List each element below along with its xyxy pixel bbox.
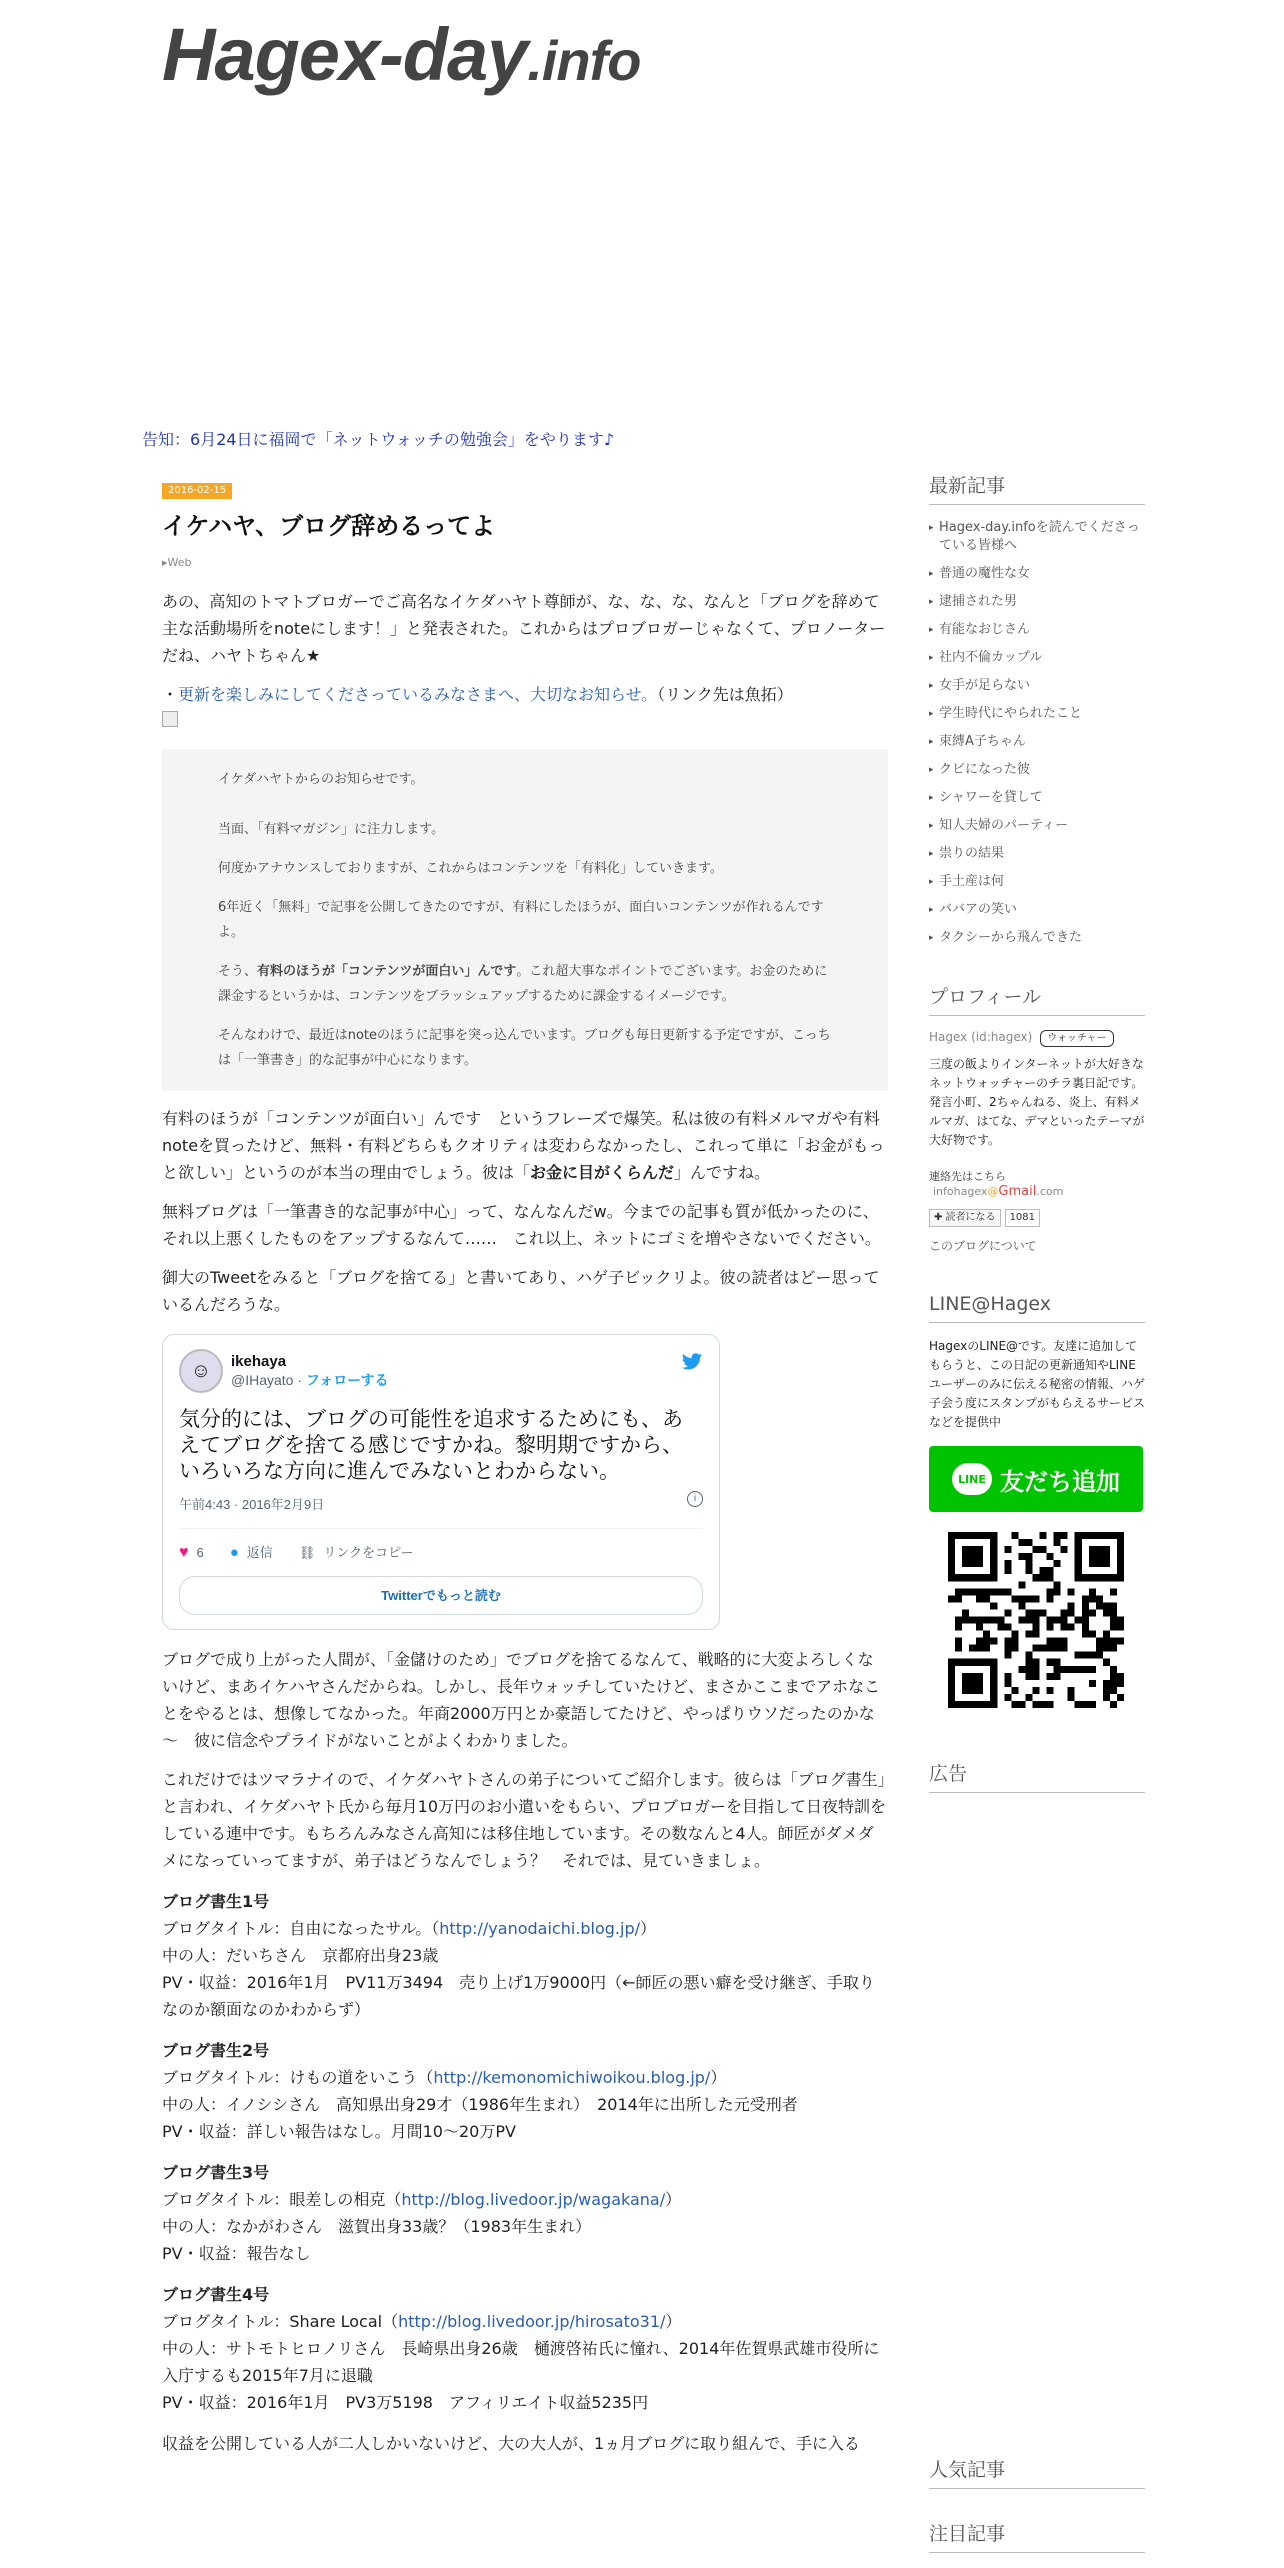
quote-line: そんなわけで、最近はnoteのほうに記事を突っ込んでいます。ブログも毎日更新する予定ですが、こっちは「一筆書き」的な記事が中心になります。: [218, 1028, 831, 1068]
bold-text: お金に目がくらんだ: [530, 1163, 675, 1182]
paragraph: [162, 1105, 888, 1186]
profile-title: プロフィール: [929, 985, 1145, 1016]
student-pv: PV・収益：報告なし: [162, 2244, 311, 2263]
paragraph: 無料ブログは「一筆書き的な記事が中心」って、なんなんだw。今までの記事も質が低かったのに、それ以上悪くしたものをアップするなんて…… これ以上、ネットにゴミを増やさないでください。: [162, 1202, 881, 1248]
text: ）: [665, 2312, 682, 2331]
recent-post-item[interactable]: [929, 817, 1145, 835]
recent-post-link[interactable]: 手土産は何: [939, 874, 1005, 889]
recent-post-item[interactable]: [929, 519, 1145, 555]
email-user: infohagex: [933, 1185, 988, 1198]
recent-post-item[interactable]: [929, 733, 1145, 751]
twitter-bird-icon[interactable]: [681, 1351, 703, 1373]
student-person: 中の人：なかがわさん 滋賀出身33歳？（1983年生まれ）: [162, 2217, 592, 2236]
recent-post-item[interactable]: [929, 873, 1145, 891]
recent-post-item[interactable]: [929, 789, 1145, 807]
entry-category-label[interactable]: Web: [167, 556, 192, 569]
avatar[interactable]: ☺: [179, 1349, 223, 1393]
source-link-line: [162, 681, 888, 708]
site-title-suffix: .info: [527, 29, 641, 92]
recent-post-link[interactable]: 学生時代にやられたこと: [939, 706, 1083, 721]
recent-post-link[interactable]: Hagex-day.infoを読んでくださっている皆様へ: [939, 520, 1140, 553]
recent-post-item[interactable]: [929, 761, 1145, 779]
student-blog-link[interactable]: http://kemonomichiwoikou.blog.jp/: [433, 2068, 711, 2087]
recent-post-item[interactable]: [929, 565, 1145, 583]
student-blog-link[interactable]: http://blog.livedoor.jp/hirosato31/: [398, 2312, 666, 2331]
student-pv: PV・収益：2016年1月 PV3万5198 アフィリエイト収益5235円: [162, 2393, 649, 2412]
featured-posts-title: 注目記事: [929, 2522, 1145, 2553]
link-note: （リンク先は魚拓）: [657, 685, 793, 704]
notice-link[interactable]: 6月24日に福岡で「ネットウォッチの勉強会」をやります♪: [190, 430, 615, 449]
source-link[interactable]: 更新を楽しみにしてくださっているみなさまへ、大切なお知らせ。: [178, 685, 658, 704]
embedded-tweet[interactable]: [162, 1334, 720, 1630]
recent-post-link[interactable]: 社内不倫カップル: [939, 650, 1043, 665]
recent-posts-list: [929, 519, 1145, 947]
reply-bubble-icon: ●: [229, 1544, 239, 1561]
quote-block: [162, 749, 888, 1091]
entry-category[interactable]: ▸Web: [162, 556, 192, 569]
copy-link-button[interactable]: [299, 1539, 414, 1566]
tweet-author-name[interactable]: ikehaya: [231, 1353, 287, 1370]
paragraph: 御大のTweetをみると「ブログを捨てる」と書いてあり、ハゲ子ビックリよ。彼の読者はどー思っているんだろうな。: [162, 1268, 880, 1314]
reader-count[interactable]: 1081: [1005, 1209, 1040, 1227]
student-heading: ブログ書生3号: [162, 2163, 270, 2182]
separator: ·: [293, 1372, 306, 1388]
sidebar: [929, 474, 1146, 2545]
profile-description: 三度の飯よりインターネットが大好きなネットウォッチャーのチラ裏日記です。発言小町、2ちゃんねる、炎上、有料メルマガ、はてな、デマといったテーマが大好物です。: [929, 1057, 1145, 1147]
profile-id-row: [929, 1030, 1145, 1047]
entry-title[interactable]: イケハヤ、ブログ辞めるってよ: [162, 512, 496, 540]
like-button[interactable]: [179, 1539, 204, 1566]
tweet-handle[interactable]: @IHayato: [231, 1372, 294, 1388]
recent-post-item[interactable]: [929, 929, 1145, 947]
popular-posts-title: 人気記事: [929, 2458, 1145, 2489]
student-heading: ブログ書生1号: [162, 1892, 270, 1911]
paragraph: これだけではツマラナイので、イケダハヤトさんの弟子についてご紹介します。彼らは「ブログ書生」と言われ、イケダハヤト氏から毎月10万円のお小遣いをもらい、プロブロガーを目指して日夜特訓をしている連中です。もちろんみなさん高知には移住地しています。その数なんと4人。師匠がダメダメになっていってますが、弟子はどうなんでしょう？ それでは、見ていきましょ。: [162, 1770, 887, 1870]
recent-post-link[interactable]: タクシーから飛んできた: [939, 930, 1083, 945]
student-block: [162, 2281, 888, 2416]
copy-link-label: リンクをコピー: [323, 1545, 414, 1560]
tweet-header: [179, 1349, 703, 1393]
student-blog-line: [162, 2064, 888, 2091]
broken-image-icon: [162, 711, 178, 727]
article: [162, 474, 888, 2469]
recent-post-item[interactable]: [929, 705, 1145, 723]
qr-code-image[interactable]: [948, 1532, 1124, 1708]
tweet-date-row: [179, 1491, 703, 1529]
line-title: LINE@Hagex: [929, 1292, 1145, 1323]
quote-line: イケダハヤトからのお知らせです。: [218, 772, 424, 787]
recent-post-link[interactable]: 知人夫婦のパーティー: [939, 818, 1068, 833]
student-blog-line: [162, 2186, 888, 2213]
quote-line: 何度かアナウンスしておりますが、これからはコンテンツを「有料化」していきます。: [218, 861, 723, 876]
quote-text: そう、: [218, 964, 258, 979]
text: 有料のほうが「コンテンツが面白い」んです というフレーズで爆笑。私は彼の有料メルマガや有料noteを買ったけど、無料・有料どちらもクオリティは変わらなかったし、これって単に「お金がもっと欲しい」というのが本当の理由でしょう。彼は「: [162, 1109, 885, 1182]
student-blog-line: [162, 2308, 888, 2335]
reply-label: 返信: [246, 1545, 273, 1560]
bullet: ・: [162, 685, 179, 704]
student-person: 中の人：イノシシさん 高知県出身29才（1986年生まれ） 2014年に出所した元受刑者: [162, 2095, 798, 2114]
contact-label: 連絡先はこちら: [929, 1170, 1006, 1183]
paragraph-intro: あの、高知のトマトブロガーでご高名なイケダハヤト尊師が、な、な、な、なんと「ブログを辞めて主な活動場所をnoteにします！」と発表された。これからはプロブロガーじゃなくて、プロノーターだね、ハヤトちゃん★: [162, 592, 886, 665]
line-add-friend-button[interactable]: [929, 1446, 1143, 1512]
student-blog-link[interactable]: http://yanodaichi.blog.jp/: [439, 1919, 640, 1938]
line-button-label: 友だち追加: [1000, 1467, 1120, 1496]
email-at: @: [987, 1185, 999, 1198]
text: ）: [640, 1919, 657, 1938]
text: ）: [710, 2068, 727, 2087]
recent-post-link[interactable]: 祟りの結果: [939, 846, 1005, 861]
link-icon: ⛓: [298, 1545, 316, 1560]
student-block: [162, 2037, 888, 2145]
student-pv: PV・収益：2016年1月 PV11万3494 売り上げ1万9000円（←師匠の悪い癖を受け継ぎ、手取りなのか額面なのかわからず）: [162, 1973, 875, 2019]
email-tld: .com: [1036, 1185, 1064, 1198]
quote-line: 当面、「有料マガジン」に注力します。: [218, 822, 445, 837]
paragraph: 収益を公開している人が二人しかいないけど、大の大人が、1ヵ月ブログに取り組んで、手に入る: [162, 2434, 860, 2453]
site-title-main: Hagex-day: [162, 13, 528, 96]
recent-post-link[interactable]: クビになった彼: [939, 762, 1031, 777]
recent-post-link[interactable]: 有能なおじさん: [939, 622, 1031, 637]
tweet-actions: [179, 1529, 703, 1576]
gmail-logo: Gmail: [998, 1184, 1037, 1199]
recent-post-item[interactable]: [929, 593, 1145, 611]
student-list: [162, 1888, 888, 2416]
reader-row: [929, 1209, 1145, 1227]
quote-line: [218, 959, 832, 1009]
contact-email: [933, 1184, 1145, 1199]
recent-post-link[interactable]: 逮捕された男: [939, 594, 1018, 609]
student-person: 中の人：サトモトヒロノリさん 長崎県出身26歳 樋渡啓祐氏に憧れ、2014年佐賀県武雄市役所に入庁するも2015年7月に退職: [162, 2339, 880, 2385]
student-person: 中の人：だいちさん 京都府出身23歳: [162, 1946, 439, 1965]
quote-bold: 有料のほうが「コンテンツが面白い」んです: [257, 964, 517, 979]
student-heading: ブログ書生4号: [162, 2285, 270, 2304]
notice-prefix: 告知：: [142, 430, 191, 449]
recent-post-link[interactable]: 普通の魔性な女: [939, 566, 1031, 581]
paragraph: ブログで成り上がった人間が、「金儲けのため」でブログを捨てるなんて、戦略的に大変よろしくないけど、まあイケハヤさんだからね。しかし、長年ウォッチしていたけど、まさかここまでアホなことをやるとは、想像してなかった。年商2000万円とか豪語してたけど、やっぱりウソだったのかな～ 彼に信念やプライドがないことがよくわかりました。: [162, 1650, 881, 1750]
recent-post-item[interactable]: [929, 621, 1145, 639]
tweet-handle-line: [231, 1371, 389, 1389]
about-blog-link[interactable]: このブログについて: [929, 1239, 1037, 1253]
student-heading: ブログ書生2号: [162, 2041, 270, 2060]
line-logo-icon: LINE: [952, 1463, 992, 1495]
student-pv: PV・収益：詳しい報告はなし。月間10～20万PV: [162, 2122, 516, 2141]
text: ブログタイトル：Share Local（: [162, 2312, 399, 2331]
recent-post-link[interactable]: ババアの笑い: [939, 902, 1018, 917]
student-blog-line: [162, 1915, 888, 1942]
heart-icon: ♥: [179, 1544, 189, 1561]
subscribe-button[interactable]: ✚ 読者になる: [929, 1209, 1001, 1227]
recent-post-item[interactable]: [929, 845, 1145, 863]
profile-id[interactable]: Hagex (id:hagex): [929, 1030, 1033, 1044]
tweet-date[interactable]: 午前4:43 · 2016年2月9日: [179, 1497, 325, 1512]
like-count: 6: [196, 1545, 204, 1560]
watcher-badge[interactable]: ウォッチャー: [1040, 1030, 1113, 1047]
recent-post-link[interactable]: 女手が足らない: [939, 678, 1031, 693]
reply-button[interactable]: [230, 1539, 273, 1566]
ad-title: 広告: [929, 1762, 1145, 1793]
student-block: [162, 2159, 888, 2267]
text: ）: [665, 2190, 682, 2209]
text: ブログタイトル：眼差しの相克（: [162, 2190, 402, 2209]
follow-button[interactable]: フォローする: [305, 1372, 389, 1388]
quote-line: 6年近く「無料」で記事を公開してきたのですが、有料にしたほうが、面白いコンテンツが作れるんですよ。: [218, 900, 824, 940]
recent-post-link[interactable]: シャワーを貸して: [939, 790, 1043, 805]
recent-posts-title: 最新記事: [929, 474, 1145, 505]
student-blog-link[interactable]: http://blog.livedoor.jp/wagakana/: [401, 2190, 666, 2209]
site-title[interactable]: [162, 12, 640, 97]
recent-post-item[interactable]: [929, 901, 1145, 919]
info-icon[interactable]: i: [687, 1491, 703, 1507]
quote-text: 。これ超大事なポイントでございます。お金のために課金するというかは、コンテンツをブラッシュアップするために課金するイメージです。: [218, 964, 828, 1004]
text: ブログタイトル：自由になったサル。（: [162, 1919, 440, 1938]
read-more-button[interactable]: Twitterでもっと読む: [179, 1576, 703, 1615]
tweet-text: 気分的には、ブログの可能性を追求するためにも、あえてブログを捨てる感じですかね。黎明期ですから、いろいろな方向に進んでみないとわからない。: [179, 1408, 683, 1483]
recent-post-item[interactable]: [929, 677, 1145, 695]
recent-post-link[interactable]: 束縛A子ちゃん: [939, 734, 1026, 749]
student-block: [162, 1888, 888, 2023]
entry-date-badge[interactable]: 2016-02-15: [162, 483, 232, 499]
recent-post-item[interactable]: [929, 649, 1145, 667]
line-description: HagexのLINE@です。友達に追加してもらうと、この日記の更新通知やLINEユーザーのみに伝える秘密の情報、ハゲ子会う度にスタンプがもらえるサービスなどを提供中: [929, 1339, 1146, 1429]
text: 」んですね。: [674, 1163, 771, 1182]
notice-bar: [142, 427, 614, 450]
text: ブログタイトル：けもの道をいこう（: [162, 2068, 434, 2087]
